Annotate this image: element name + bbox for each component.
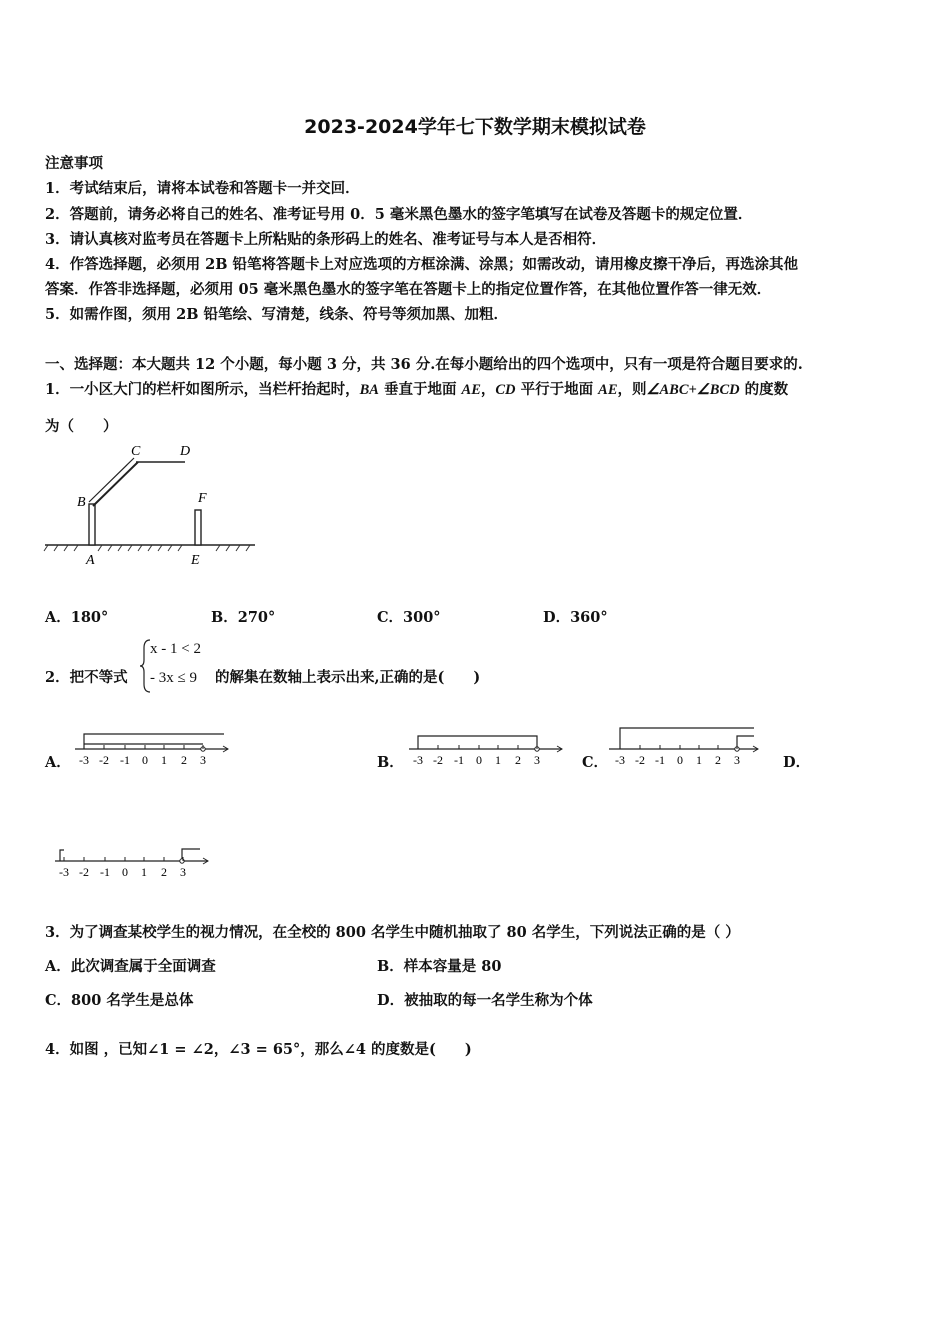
tick-label: -1 [454,753,464,767]
tick-label: -1 [100,865,110,879]
notice-item-4-cont: 答案．作答非选择题，必须用 05 毫米黑色墨水的签字笔在答题卡上的指定位置作答，在其他位置作答一律无效． [45,281,772,298]
question-4-stem: 4．如图 ，已知∠1 = ∠2，∠3 = 65°，那么∠4 的度数是( ) [45,1041,472,1058]
label-c: C [131,444,141,459]
tick-label: 0 [476,753,482,767]
inequality-1: x - 1 < 2 [150,641,201,657]
barrier-figure [40,440,270,575]
tick-label: 0 [677,753,683,767]
notice-item-3: 3．请认真核对监考员在答题卡上所粘贴的条形码上的姓名、准考证号与本人是否相符． [45,231,607,248]
q1-option-b[interactable]: B．270° [211,609,276,626]
tick-label: -3 [615,753,625,767]
label-d: D [180,444,191,459]
tick-label: 2 [515,753,521,767]
tick-label: 1 [696,753,702,767]
question-1-stem: 1．一小区大门的栏杆如图所示，当栏杆抬起时，BA 垂直于地面 AE，CD 平行于地面 AE，则∠ABC+∠BCD 的度数 [45,381,789,398]
tick-label: -2 [79,865,89,879]
number-line-c [604,720,764,776]
question-1-stem-cont: 为（ ） [45,418,118,435]
tick-label: -2 [433,753,443,767]
question-2-suffix: 的解集在数轴上表示出来,正确的是( ) [215,669,481,686]
tick-label: 3 [200,753,206,767]
q3-option-a[interactable]: A．此次调查属于全面调查 [45,958,216,975]
notice-item-4: 4．作答选择题，必须用 2B 铅笔将答题卡上对应选项的方框涂满、涂黑；如需改动，请用橡皮擦干净后，再选涂其他 [45,256,799,273]
tick-label: 2 [161,865,167,879]
section-heading: 一、选择题：本大题共 12 个小题，每小题 3 分，共 36 分.在每小题给出的四个选项中，只有一项是符合题目要求的. [45,356,803,373]
q2-option-a-label[interactable]: A． [45,754,71,771]
q1-option-a[interactable]: A．180° [45,609,109,626]
q3-option-c[interactable]: C．800 名学生是总体 [45,992,194,1009]
label-e: E [191,553,200,568]
tick-label: -3 [59,865,69,879]
q2-option-d-label[interactable]: D． [783,754,811,771]
number-line-a [70,718,235,776]
label-a: A [86,553,95,568]
tick-label: -2 [635,753,645,767]
notice-item-1: 1．考试结束后，请将本试卷和答题卡一并交回． [45,180,360,197]
tick-label: -3 [79,753,89,767]
number-line-b [404,724,569,776]
tick-label: 3 [534,753,540,767]
tick-label: -3 [413,753,423,767]
notice-item-2: 2．答题前，请务必将自己的姓名、准考证号用 0．5 毫米黑色墨水的签字笔填写在试卷及答题卡的规定位置． [45,206,753,223]
q2-option-c-label[interactable]: C． [582,754,609,771]
question-3-stem: 3．为了调查某校学生的视力情况，在全校的 800 名学生中随机抽取了 80 名学生，下列说法正确的是（ ） [45,924,740,941]
tick-label: 3 [180,865,186,879]
q1-option-c[interactable]: C．300° [377,609,441,626]
q3-option-d[interactable]: D．被抽取的每一名学生称为个体 [377,992,593,1009]
question-2-prefix: 2．把不等式 [45,669,128,686]
q3-option-b[interactable]: B．样本容量是 80 [377,958,502,975]
inequality-2: - 3x ≤ 9 [150,670,197,686]
q1-option-d[interactable]: D．360° [543,609,608,626]
tick-label: 1 [495,753,501,767]
tick-label: 2 [181,753,187,767]
number-line-d [50,840,215,896]
q2-option-b-label[interactable]: B． [377,754,404,771]
tick-label: 0 [122,865,128,879]
page-title: 2023-2024学年七下数学期末模拟试卷 [304,116,646,138]
tick-label: -2 [99,753,109,767]
tick-label: 1 [141,865,147,879]
label-b: B [77,495,86,510]
notice-heading: 注意事项 [45,155,103,172]
notice-item-5: 5．如需作图，须用 2B 铅笔绘、写清楚，线条、符号等须加黑、加粗． [45,306,509,323]
tick-label: 1 [161,753,167,767]
tick-label: 3 [734,753,740,767]
tick-label: -1 [120,753,130,767]
tick-label: -1 [655,753,665,767]
label-f: F [198,491,207,506]
tick-label: 2 [715,753,721,767]
tick-label: 0 [142,753,148,767]
